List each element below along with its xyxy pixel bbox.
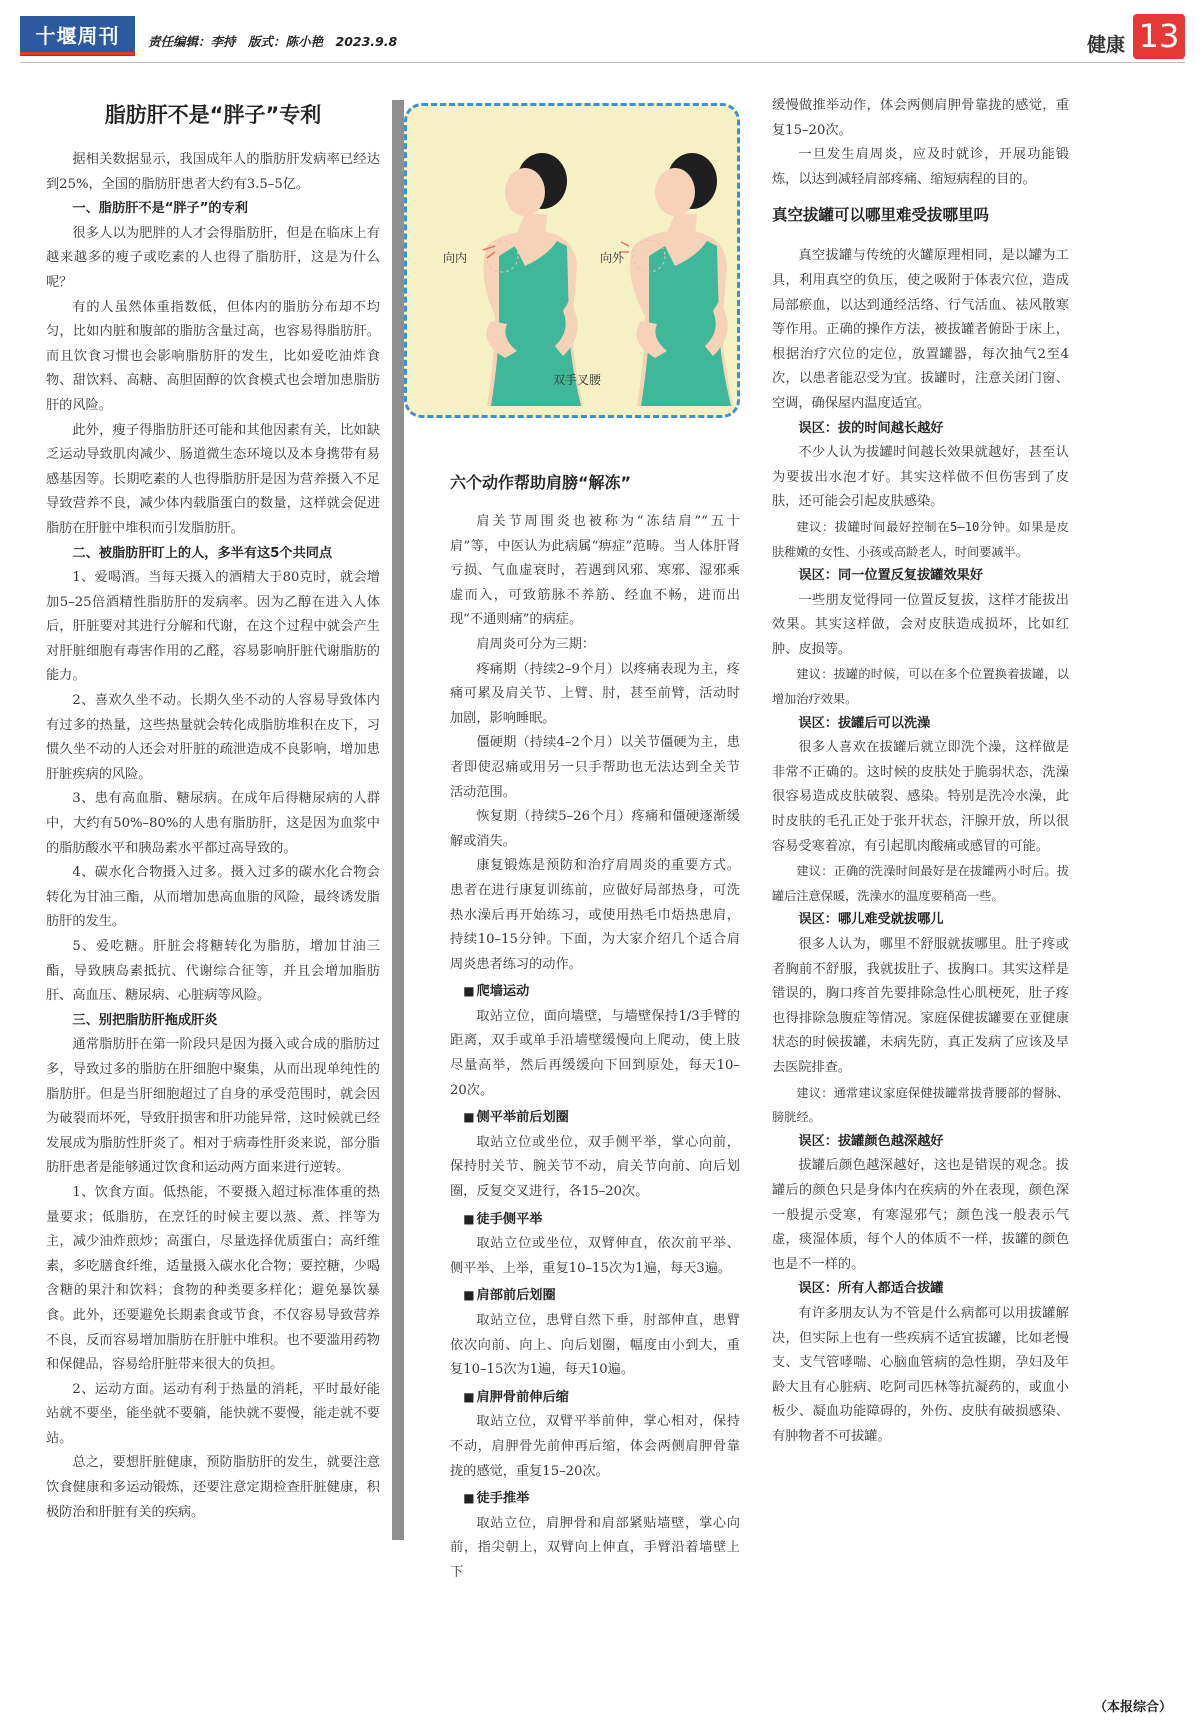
masthead xyxy=(20,14,1185,62)
subheading: ■ 侧平举前后划圈 xyxy=(450,1105,740,1131)
shoulder-exercise-illustration xyxy=(404,103,740,418)
subheading: 误区：哪儿难受就拔哪儿 xyxy=(798,912,944,928)
subheading: 误区：同一位置反复拔罐效果好 xyxy=(798,568,984,584)
paragraph: 取站立位，面向墙壁，与墙壁保持1/3手臂的距离，双手或单手沿墙壁缓慢向上爬动，使上肢尽量高举，然后再缓缓向下回到原处，每天10–20次。 xyxy=(450,1008,740,1098)
paragraph: 有许多朋友认为不管是什么病都可以用拔罐解决，但实际上也有一些疾病不适宜拔罐，比如老慢支、支气管哮喘、心脑血管病的急性期，孕妇及年龄大且有心脏病、吃阿司匹林等抗凝药的，或血小板少、凝血功能障碍的，外伤、皮肤有破损感染、有肿物者不可拔罐。 xyxy=(772,1305,1069,1444)
subheading: ■ 肩部前后划圈 xyxy=(450,1283,740,1309)
label-hands-on-hips: 双手叉腰 xyxy=(553,373,602,387)
paragraph: 取站立位，肩胛骨和肩部紧贴墙壁，掌心向前，指尖朝上，双臂向上伸直，手臂沿着墙壁上下 xyxy=(450,1515,740,1580)
paragraph: 恢复期（持续5–26个月）疼痛和僵硬逐渐缓解或消失。 xyxy=(450,809,740,849)
advice-note: 建议：拔罐的时候，可以在多个位置换着拔罐，以增加治疗效果。 xyxy=(772,667,1069,707)
newspaper-logo: 十堰周刊 xyxy=(20,16,135,56)
article-continuation xyxy=(772,94,1069,192)
subheading: 三、别把脂肪肝拖成肝炎 xyxy=(72,1012,218,1028)
article-frozen-shoulder xyxy=(450,470,740,1586)
paragraph: 取站立位或坐位，双手侧平举，掌心向前，保持肘关节、腕关节不动，肩关节向前、向后划圈，反复交叉进行，各15–20次。 xyxy=(450,1134,740,1200)
subheading: 误区：拔的时间越长越好 xyxy=(798,420,944,436)
subheading: ■ 爬墙运动 xyxy=(450,979,740,1005)
subheading: ■ 徒手推举 xyxy=(450,1486,740,1512)
figure-left xyxy=(483,153,583,406)
article-title: 真空拔罐可以哪里难受拔哪里吗 xyxy=(772,206,990,225)
paragraph: 康复锻炼是预防和治疗肩周炎的重要方式。患者在进行康复训练前，应做好局部热身，可洗热水澡后再开始练习，或使用热毛巾焐热患肩，持续10–15分钟。下面，为大家介绍几个适合肩周炎患者练习的动作。 xyxy=(450,858,740,972)
subheading: 误区：拔罐颜色越深越好 xyxy=(798,1133,944,1149)
label-inward: 向内 xyxy=(443,251,468,265)
figure-right xyxy=(619,153,733,406)
paragraph: 不少人认为拔罐时间越长效果就越好，甚至认为要拔出水泡才好。其实这样做不但伤害到了皮肤，还可能会引起皮肤感染。 xyxy=(772,445,1069,510)
paragraph: 通常脂肪肝在第一阶段只是因为摄入或合成的脂肪过多，导致过多的脂肪在肝细胞中聚集，从而出现单纯性的脂肪肝。但是当肝细胞超过了自身的承受范围时，就会因为破裂而坏死，导致肝损害和肝功能异常，这时候就已经发展成为脂肪性肝炎了。相对于病毒性肝炎来说，部分脂肪肝患者是能够通过饮食和运动两方面来进行逆转。 xyxy=(46,1037,380,1176)
paragraph: 3、患有高血脂、糖尿病。在成年后得糖尿病的人群中，大约有50%–80%的人患有脂肪肝，这是因为血浆中的脂肪酸水平和胰岛素水平都过高导致的。 xyxy=(46,791,380,856)
paragraph: 一旦发生肩周炎，应及时就诊，开展功能锻炼，以达到减轻肩部疼痛、缩短病程的目的。 xyxy=(772,147,1069,187)
paragraph: 真空拔罐与传统的火罐原理相同，是以罐为工具，利用真空的负压，使之吸附于体表穴位，造成局部瘀血，以达到通经活络、行气活血、祛风散寒等作用。正确的操作方法，被拔罐者俯卧于床上，根据治疗穴位的定位，放置罐器，每次抽气2至4次，以患者能忍受为宜。拔罐时，注意关闭门窗、空调，确保屋内温度适宜。 xyxy=(772,248,1069,411)
article-cupping xyxy=(772,94,1069,1449)
paragraph: 取站立位或坐位，双臂伸直，依次前平举、侧平举、上举，重复10–15次为1遍，每天3遍。 xyxy=(450,1236,740,1276)
paragraph: 拔罐后颜色越深越好，这也是错误的观念。拔罐后的颜色只是身体内在疾病的外在表现，颜色深一般提示受寒，有寒湿邪气；颜色浅一般表示气虚，痰湿体质，每个人的体质不一样，拔罐的颜色也是不一样的。 xyxy=(772,1158,1069,1272)
page-number: 13 xyxy=(1133,14,1185,59)
paragraph: 肩关节周围炎也被称为“冻结肩”“五十肩”等，中医认为此病属“痹症”范畴。当人体肝肾亏损、气血虚衰时，若遇到风邪、寒邪、湿邪乘虚而入，可致筋脉不养筋、经血不畅，进而出现“不通则痛”的病症。 xyxy=(450,514,740,628)
subheading: ■ 徒手侧平举 xyxy=(450,1207,740,1233)
paragraph: 取站立位，双臂平举前伸，掌心相对，保持不动，肩胛骨先前伸再后缩，体会两侧肩胛骨靠拢的感觉，重复15–20次。 xyxy=(450,1414,740,1479)
header-rule xyxy=(20,62,1185,63)
subheading: 误区：拔罐后可以洗澡 xyxy=(798,715,931,731)
article-fatty-liver xyxy=(46,100,380,1525)
subheading: 误区：所有人都适合拔罐 xyxy=(798,1281,944,1297)
paragraph: 疼痛期（持续2–9个月）以疼痛表现为主，疼痛可累及肩关节、上臂、肘，甚至前臂，活动时加剧，影响睡眠。 xyxy=(450,661,740,726)
paragraph: 很多人认为，哪里不舒服就拔哪里。肚子疼或者胸前不舒服，我就拔肚子、拔胸口。其实这样是错误的，胸口疼首先要排除急性心肌梗死，肚子疼也得排除急腹症等情况。家庭保健拔罐要在亚健康状态的时候拔罐，未病先防，真正发病了应该及早去医院排查。 xyxy=(772,937,1069,1075)
column-divider xyxy=(392,100,404,1540)
paragraph: 1、爱喝酒。当每天摄入的酒精大于80克时，就会增加5–25倍酒精性脂肪肝的发病率。因为乙醇在进入人体后，肝脏要对其进行分解和代谢，在这个过程中就会产生对肝脏细胞有毒害作用的乙醛，容易影响肝脏代谢脂肪的能力。 xyxy=(46,570,380,684)
paragraph: 僵硬期（持续4–2个月）以关节僵硬为主，患者即使忍痛或用另一只手帮助也无法达到全关节活动范围。 xyxy=(450,735,740,800)
article-body xyxy=(450,510,740,1586)
article-body xyxy=(772,244,1069,1449)
paragraph: 一些朋友觉得同一位置反复拔，这样才能拔出效果。其实这样做，会对皮肤造成损坏，比如红肿、皮损等。 xyxy=(772,592,1069,657)
paragraph: 有的人虽然体重指数低，但体内的脂肪分布却不均匀，比如内脏和腹部的脂肪含量过高，也容易得脂肪肝。而且饮食习惯也会影响脂肪肝的发生，比如爱吃油炸食物、甜饮料、高糖、高胆固醇的饮食模式也会增加患脂肪肝的风险。 xyxy=(46,299,380,413)
subheading: 二、被脂肪肝盯上的人，多半有这5个共同点 xyxy=(72,545,333,561)
paragraph: 取站立位，患臂自然下垂，肘部伸直，患臂依次向前、向上、向后划圈，幅度由小到大，重复10–15次为1遍，每天10遍。 xyxy=(450,1313,740,1378)
advice-note: 建议：通常建议家庭保健拔罐常拔背腰部的督脉、膀胱经。 xyxy=(772,1085,1069,1125)
paragraph: 肩周炎可分为三期： xyxy=(476,636,596,652)
paragraph: 很多人喜欢在拔罐后就立即洗个澡，这样做是非常不正确的。这时候的皮肤处于脆弱状态，洗澡很容易造成皮肤破裂、感染。特别是洗冷水澡，此时皮肤的毛孔正处于张开状态，汗腺开放，所以很容易受寒着凉，有引起肌肉酸痛或感冒的可能。 xyxy=(772,740,1069,854)
paragraph: 缓慢做推举动作，体会两侧肩胛骨靠拢的感觉，重复15–20次。 xyxy=(772,98,1069,138)
paragraph: 很多人以为肥胖的人才会得脂肪肝，但是在临床上有越来越多的瘦子或吃素的人也得了脂肪肝，这是为什么呢？ xyxy=(46,225,380,290)
source-credit: （本报综合） xyxy=(1093,1700,1172,1715)
article-body xyxy=(46,148,380,1525)
article-title: 六个动作帮助肩膀“解冻” xyxy=(450,473,632,492)
paragraph: 据相关数据显示，我国成年人的脂肪肝发病率已经达到25%，全国的脂肪肝患者大约有3.5–5亿。 xyxy=(46,152,380,192)
paragraph: 4、碳水化合物摄入过多。摄入过多的碳水化合物会转化为甘油三酯，从而增加患高血脂的风险，最终诱发脂肪肝的发生。 xyxy=(46,865,380,930)
paragraph: 2、运动方面。运动有利于热量的消耗，平时最好能站就不要坐，能坐就不要躺，能快就不要慢，能走就不要站。 xyxy=(46,1381,380,1446)
subheading: 一、脂肪肝不是“胖子”的专利 xyxy=(72,201,248,217)
advice-note: 建议：拔罐时间最好控制在5–10分钟。如果是皮肤稚嫩的女性、小孩或高龄老人，时间要减半。 xyxy=(772,519,1069,559)
subheading: ■ 肩胛骨前伸后缩 xyxy=(450,1385,740,1411)
article-title: 脂肪肝不是“胖子”专利 xyxy=(104,103,322,127)
editor-info: 责任编辑：李持 版式：陈小艳 2023.9.8 xyxy=(148,34,398,49)
logo-underline xyxy=(20,52,135,55)
paragraph: 此外，瘦子得脂肪肝还可能和其他因素有关，比如缺乏运动导致肌肉减少、肠道微生态环境以及本身携带有易感基因等。长期吃素的人也得脂肪肝是因为营养摄入不足导致营养不良，减少体内载脂蛋白的数量，这样就会促进脂肪在肝脏中堆积而引发脂肪肝。 xyxy=(46,422,380,536)
paragraph: 5、爱吃糖。肝脏会将糖转化为脂肪，增加甘油三酯，导致胰岛素抵抗、代谢综合征等，并且会增加脂肪肝、高血压、糖尿病、心脏病等风险。 xyxy=(46,939,380,1004)
advice-note: 建议：正确的洗澡时间最好是在拔罐两小时后。拔罐后注意保暖，洗澡水的温度要稍高一些。 xyxy=(772,864,1069,903)
paragraph: 总之，要想肝脏健康，预防脂肪肝的发生，就要注意饮食健康和多运动锻炼，还要注意定期检查肝脏健康，积极防治和肝脏有关的疾病。 xyxy=(46,1455,380,1520)
paragraph: 2、喜欢久坐不动。长期久坐不动的人容易导致体内有过多的热量，这些热量就会转化成脂肪堆积在皮下，习惯久坐不动的人还会对肝脏的疏泄造成不良影响，增加患肝脏疾病的风险。 xyxy=(46,693,380,782)
label-outward: 向外 xyxy=(600,251,625,265)
section-name: 健康 xyxy=(1086,34,1125,56)
paragraph: 1、饮食方面。低热能，不要摄入超过标准体重的热量要求；低脂肪，在烹饪的时候主要以蒸、煮、拌等为主，减少油炸煎炒；高蛋白，尽量选择优质蛋白；高纤维素，多吃膳食纤维，适量摄入碳水化合物；要控糖，少喝含糖的果汁和饮料；食物的种类要多样化；避免暴饮暴食。此外，还要避免长期素食或节食，不仅容易导致营养不良，反而容易增加脂肪在肝脏中堆积。也不要滥用药物和保健品，容易给肝脏带来很大的负担。 xyxy=(46,1184,380,1373)
